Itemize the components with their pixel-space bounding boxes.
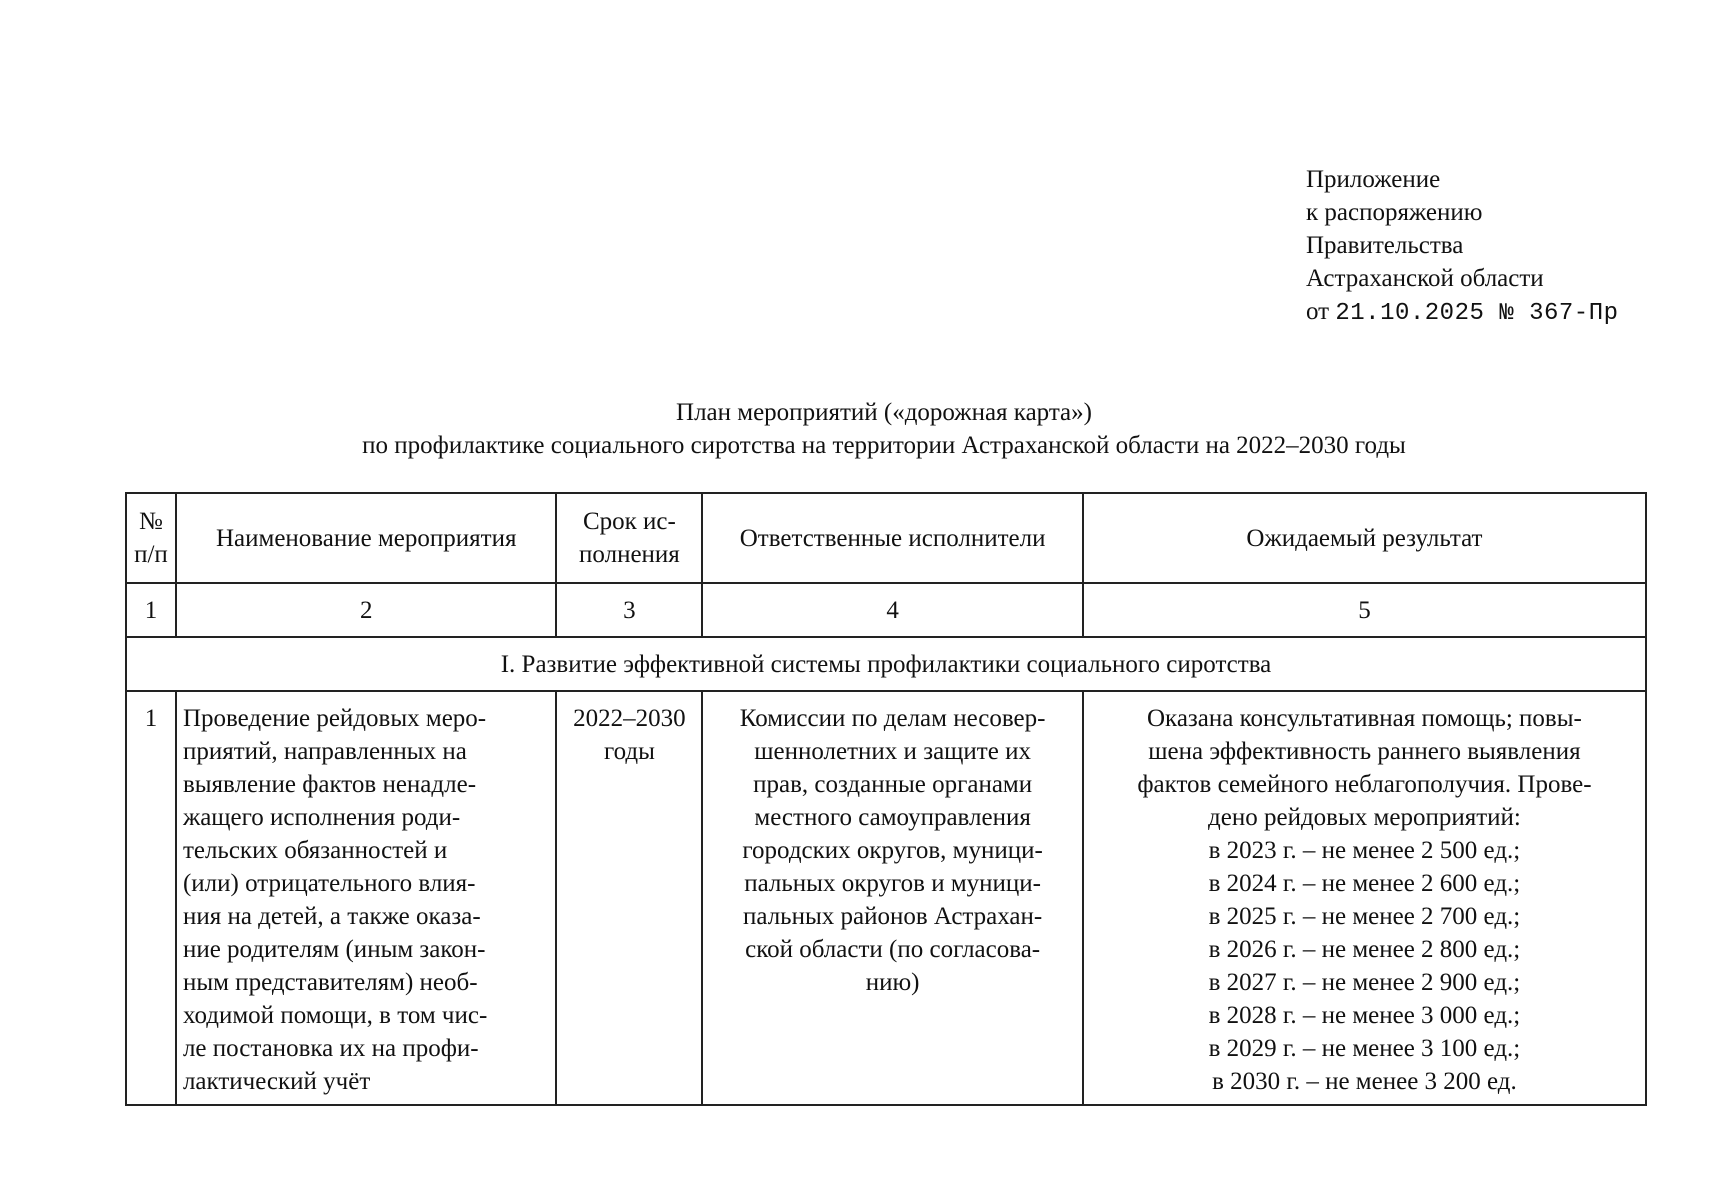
row-number: 1 <box>126 691 176 1105</box>
table-row <box>126 691 1646 1105</box>
title-line-1: План мероприятий («дорожная карта») <box>676 399 1092 426</box>
section-title: I. Развитие эффективной системы профилактики социального сиротства <box>126 637 1646 691</box>
column-number: 2 <box>176 583 557 637</box>
header-activity-name: Наименование мероприятия <box>176 493 557 583</box>
appendix-region: Астраханской области <box>1306 265 1544 292</box>
term-cell: 2022–2030 годы <box>556 691 702 1105</box>
appendix-government: Правительства <box>1306 232 1464 259</box>
document-title <box>0 396 1720 462</box>
column-number: 1 <box>126 583 176 637</box>
appendix-date-prefix: от <box>1306 298 1330 325</box>
responsible-cell: Комиссии по делам несовер- шеннолетних и защите их прав, созданные органами местного самоуправления городских округов, муници- пальных округов и муници- пальных районов Астрахан- ской области (по согласова- нию) <box>702 691 1083 1105</box>
header-number: № п/п <box>126 493 176 583</box>
activity-name-cell: Проведение рейдовых меро- приятий, направленных на выявление фактов ненадле- жащего исполнения роди- тельских обязанностей и (или) отрицательного влия- ния на детей, а также оказа- ние родителям (иным закон- ным представителям) необ- ходимой помощи, в том чис- ле постановка их на профи- лактический учёт <box>176 691 557 1105</box>
header-expected-result: Ожидаемый результат <box>1083 493 1646 583</box>
appendix-date-line <box>1306 295 1619 330</box>
appendix-date-number: 21.10.2025 № 367-Пр <box>1335 300 1619 327</box>
plan-table <box>125 492 1647 1106</box>
title-line-2: по профилактике социального сиротства на территории Астраханской области на 2022–2030 годы <box>362 432 1406 459</box>
header-term: Срок ис- полнения <box>556 493 702 583</box>
appendix-to-order: к распоряжению <box>1306 199 1483 226</box>
expected-result-cell: Оказана консультативная помощь; повы- шена эффективность раннего выявления фактов семейного неблагополучия. Прове- дено рейдовых мероприятий: в 2023 г. – не менее 2 500 ед.; в 2024 г. – не менее 2 600 ед.; в 2025 г. – не менее 2 700 ед.; в 2026 г. – не менее 2 800 ед.; в 2027 г. – не менее 2 900 ед.; в 2028 г. – не менее 3 000 ед.; в 2029 г. – не менее 3 100 ед.; в 2030 г. – не менее 3 200 ед. <box>1083 691 1646 1105</box>
header-responsible: Ответственные исполнители <box>702 493 1083 583</box>
column-number: 3 <box>556 583 702 637</box>
section-row <box>126 637 1646 691</box>
column-number-row <box>126 583 1646 637</box>
column-number: 5 <box>1083 583 1646 637</box>
appendix-label: Приложение <box>1306 166 1441 193</box>
appendix-block <box>1306 163 1619 330</box>
column-number: 4 <box>702 583 1083 637</box>
table-header-row <box>126 493 1646 583</box>
